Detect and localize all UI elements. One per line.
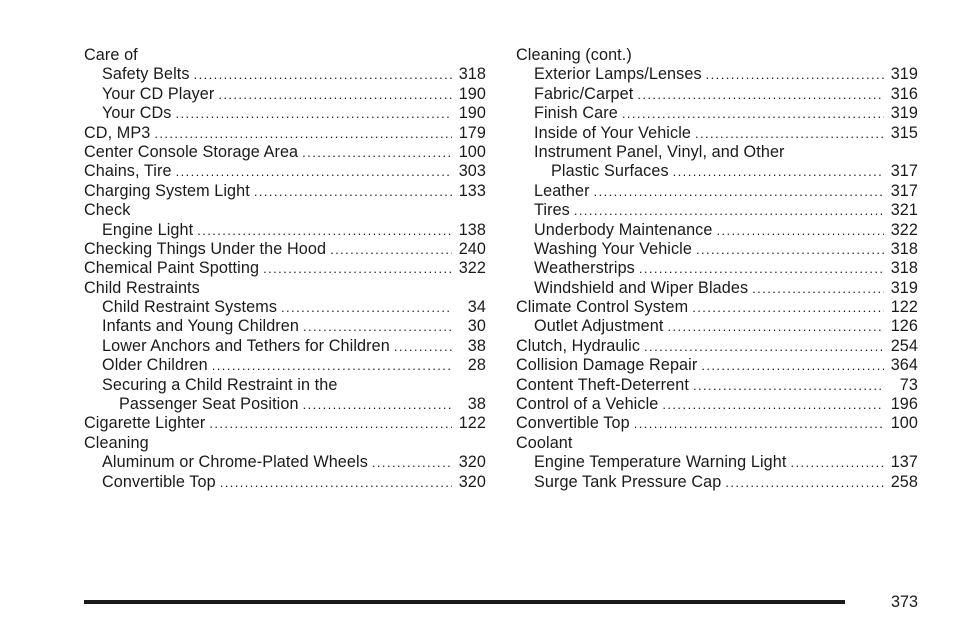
dot-leader [725,473,884,492]
dot-leader [622,104,884,123]
entry-page-number: 320 [458,453,486,472]
index-entry [516,46,918,65]
index-entry [516,376,918,395]
entry-page-number: 319 [890,104,918,123]
index-entry [84,201,486,220]
dot-leader [303,317,452,336]
dot-leader [673,162,884,181]
entry-page-number: 133 [458,181,486,200]
dot-leader [194,65,452,84]
index-entry [84,434,486,453]
entry-page-number: 126 [890,317,918,336]
index-entry [516,162,918,181]
entry-page-number: 322 [890,220,918,239]
index-entry [84,298,486,317]
entry-label: Center Console Storage Area [84,142,299,161]
dot-leader [394,337,452,356]
dot-leader [752,279,884,298]
dot-leader [696,240,884,259]
entry-label: Cleaning (cont.) [516,46,632,64]
entry-page-number: 317 [890,162,918,181]
index-entry [84,240,486,259]
entry-label: Care of [84,46,138,64]
entry-label: Passenger Seat Position [119,395,299,414]
dot-leader [372,453,452,472]
dot-leader [574,201,884,220]
entry-page-number: 321 [890,201,918,220]
entry-page-number: 303 [458,162,486,181]
index-entry [84,221,486,240]
entry-label: Engine Light [102,220,194,239]
index-entry [516,356,918,375]
entry-label: Chemical Paint Spotting [84,259,260,278]
entry-label: Convertible Top [102,472,216,491]
dot-leader [212,356,452,375]
entry-label: CD, MP3 [84,123,151,142]
entry-label: Safety Belts [102,65,190,84]
dot-leader [692,298,884,317]
entry-label: Plastic Surfaces [551,162,669,181]
index-entry [516,124,918,143]
dot-leader [281,298,452,317]
entry-label: Clutch, Hydraulic [516,336,641,355]
index-entry [84,453,486,472]
entry-label: Your CDs [102,104,172,123]
entry-page-number: 100 [890,414,918,433]
entry-page-number: 320 [458,472,486,491]
entry-label: Finish Care [534,104,618,123]
dot-leader [302,143,452,162]
entry-label: Lower Anchors and Tethers for Children [102,336,390,355]
footer-rule [84,600,845,604]
index-entry [84,473,486,492]
entry-page-number: 315 [890,123,918,142]
entry-page-number: 364 [890,356,918,375]
entry-page-number: 28 [467,356,486,375]
entry-label: Your CD Player [102,84,215,103]
dot-leader [706,65,884,84]
entry-label: Child Restraint Systems [102,298,278,317]
index-entry [84,65,486,84]
entry-label: Engine Temperature Warning Light [534,453,787,472]
entry-page-number: 190 [458,104,486,123]
entry-page-number: 137 [890,453,918,472]
entry-label: Check [84,201,131,220]
dot-leader [218,85,452,104]
dot-leader [263,259,452,278]
dot-leader [637,85,884,104]
entry-label: Climate Control System [516,298,689,317]
dot-leader [175,104,452,123]
index-entry [84,395,486,414]
entry-label: Infants and Young Children [102,317,300,336]
index-entry [84,376,486,395]
dot-leader [693,376,884,395]
index-entry [516,414,918,433]
index-entry [84,414,486,433]
dot-leader [176,162,452,181]
entry-label: Inside of Your Vehicle [534,123,691,142]
index-entry [84,85,486,104]
entry-page-number: 179 [458,123,486,142]
entry-page-number: 190 [458,84,486,103]
entry-page-number: 319 [890,278,918,297]
index-entry [516,85,918,104]
dot-leader [330,240,452,259]
index-entry [516,317,918,336]
page-number: 373 [890,593,918,611]
entry-page-number: 318 [890,239,918,258]
dot-leader [701,356,884,375]
entry-label: Leather [534,181,590,200]
entry-page-number: 122 [458,414,486,433]
index-entry [516,473,918,492]
entry-label: Exterior Lamps/Lenses [534,65,702,84]
index-entry [84,259,486,278]
index-entry [516,434,918,453]
dot-leader [639,259,884,278]
entry-label: Outlet Adjustment [534,317,664,336]
entry-label: Fabric/Carpet [534,84,634,103]
entry-label: Windshield and Wiper Blades [534,278,749,297]
entry-label: Convertible Top [516,414,630,433]
index-entry [516,453,918,472]
entry-page-number: 258 [890,472,918,491]
dot-leader [254,182,452,201]
entry-page-number: 254 [890,336,918,355]
entry-page-number: 318 [458,65,486,84]
entry-label: Charging System Light [84,181,250,200]
index-entry [516,279,918,298]
index-entry [516,201,918,220]
index-entry [84,104,486,123]
entry-label: Surge Tank Pressure Cap [534,472,722,491]
index-entry [516,104,918,123]
index-entry [516,395,918,414]
dot-leader [716,221,884,240]
index-entry [516,182,918,201]
entry-label: Weatherstrips [534,259,635,278]
dot-leader [197,221,452,240]
entry-label: Tires [534,201,570,220]
dot-leader [695,124,884,143]
entry-page-number: 138 [458,220,486,239]
index-entry [84,124,486,143]
entry-page-number: 316 [890,84,918,103]
entry-label: Control of a Vehicle [516,395,659,414]
index-entry [516,240,918,259]
entry-label: Cigarette Lighter [84,414,206,433]
index-column-right [516,46,918,492]
dot-leader [303,395,452,414]
entry-label: Checking Things Under the Hood [84,239,327,258]
entry-page-number: 322 [458,259,486,278]
entry-page-number: 38 [467,395,486,414]
index-entry [84,279,486,298]
dot-leader [790,453,884,472]
entry-label: Older Children [102,356,208,375]
dot-leader [594,182,884,201]
index-entry [516,298,918,317]
entry-page-number: 317 [890,181,918,200]
index-entry [516,143,918,162]
index-entry [84,356,486,375]
entry-page-number: 318 [890,259,918,278]
index-entry [84,317,486,336]
entry-label: Aluminum or Chrome-Plated Wheels [102,453,368,472]
entry-label: Content Theft-Deterrent [516,375,689,394]
dot-leader [209,414,452,433]
entry-label: Securing a Child Restraint in the [102,375,338,394]
index-entry [84,182,486,201]
entry-page-number: 240 [458,239,486,258]
dot-leader [662,395,884,414]
entry-page-number: 319 [890,65,918,84]
entry-page-number: 30 [467,317,486,336]
index-entry [516,221,918,240]
entry-page-number: 34 [467,298,486,317]
entry-label: Coolant [516,433,573,452]
index-entry [84,143,486,162]
dot-leader [644,337,884,356]
entry-page-number: 122 [890,298,918,317]
entry-label: Cleaning [84,433,149,452]
dot-leader [154,124,452,143]
entry-page-number: 196 [890,395,918,414]
dot-leader [667,317,884,336]
dot-leader [634,414,884,433]
index-entry [84,162,486,181]
entry-page-number: 38 [467,336,486,355]
index-entry [516,259,918,278]
entry-label: Washing Your Vehicle [534,239,692,258]
entry-label: Instrument Panel, Vinyl, and Other [534,142,785,161]
index-entry [84,337,486,356]
dot-leader [220,473,452,492]
entry-label: Underbody Maintenance [534,220,713,239]
index-entry [516,337,918,356]
entry-label: Collision Damage Repair [516,356,698,375]
entry-page-number: 73 [899,375,918,394]
entry-label: Child Restraints [84,278,200,297]
index-entry [84,46,486,65]
index-column-left [84,46,486,492]
index-entry [516,65,918,84]
entry-label: Chains, Tire [84,162,172,181]
entry-page-number: 100 [458,142,486,161]
